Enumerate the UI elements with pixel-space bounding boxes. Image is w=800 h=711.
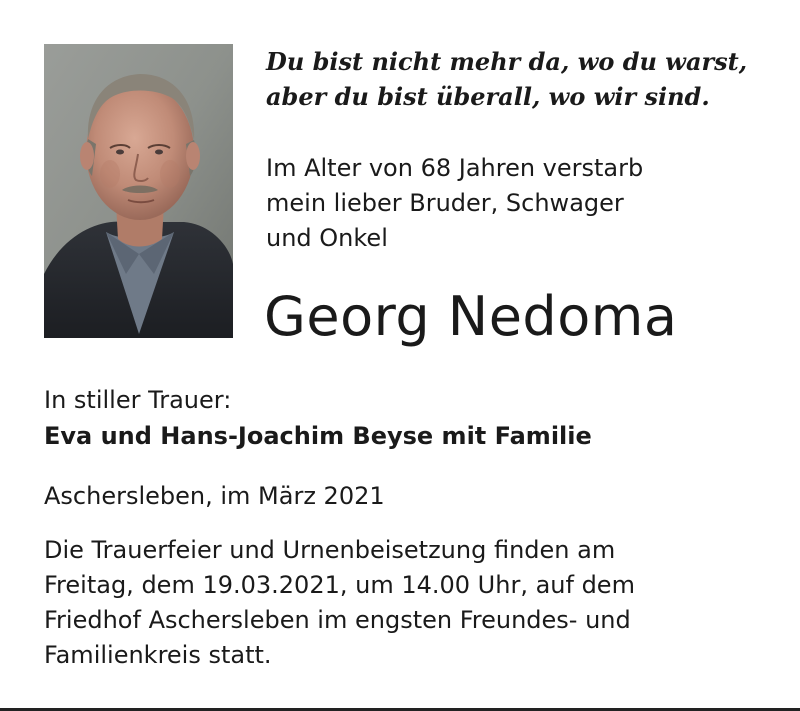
memorial-quote [266, 44, 766, 114]
funeral-details [44, 533, 784, 673]
death-announcement-text [266, 151, 786, 256]
portrait-photo [44, 44, 233, 338]
intro-line-1: Im Alter von 68 Jahren verstarb [266, 154, 644, 182]
place-and-date: Aschersleben, im März 2021 [44, 482, 385, 510]
mourning-label: In stiller Trauer: [44, 386, 232, 414]
quote-line-2: aber du bist überall, wo wir sind. [266, 82, 710, 111]
intro-line-2: mein lieber Bruder, Schwager [266, 189, 624, 217]
ceremony-line-1: Die Trauerfeier und Urnenbeisetzung finden am [44, 536, 616, 564]
ceremony-line-3: Friedhof Aschersleben im engsten Freundes- und [44, 606, 631, 634]
intro-line-3: und Onkel [266, 224, 388, 252]
mourning-family: Eva und Hans-Joachim Beyse mit Familie [44, 422, 592, 450]
deceased-name: Georg Nedoma [264, 285, 678, 348]
ceremony-line-2: Freitag, dem 19.03.2021, um 14.00 Uhr, auf dem [44, 571, 635, 599]
ceremony-line-4: Familienkreis statt. [44, 641, 272, 669]
quote-line-1: Du bist nicht mehr da, wo du warst, [266, 47, 748, 76]
mourners-section [44, 382, 784, 454]
